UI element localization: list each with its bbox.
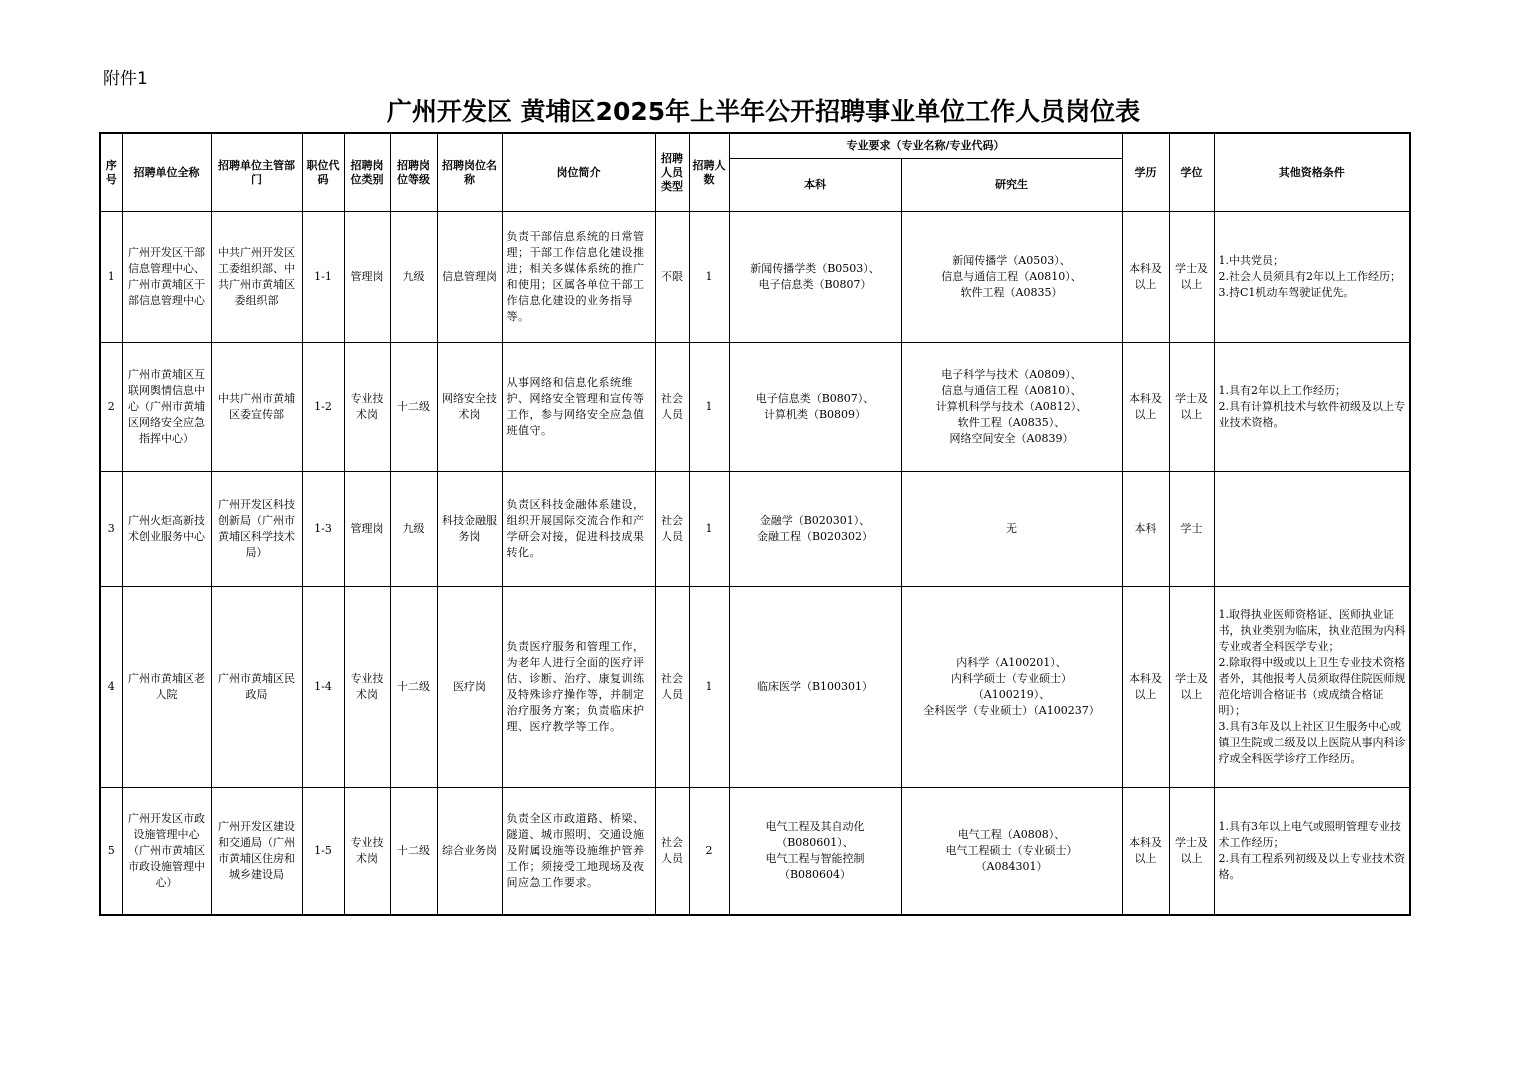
table-row [100,472,1410,587]
cell-seq: 5 [100,788,122,916]
cell-person-type: 社会人员 [655,472,689,587]
table-row [100,788,1410,916]
cell-grad [901,788,1122,916]
cell-level: 十二级 [390,343,437,472]
header-category: 招聘岗位类别 [344,133,390,212]
other-line: 3.持C1机动车驾驶证优先。 [1218,286,1355,299]
cell-category: 专业技术岗 [344,587,390,788]
positions-table [99,132,1411,916]
grad-line: 内科学（A100201）、 [956,656,1067,669]
cell-undergrad [729,587,901,788]
cell-dept: 广州开发区建设和交通局（广州市黄埔区住房和城乡建设局 [211,788,302,916]
header-other: 其他资格条件 [1214,133,1410,212]
grad-line: 电气工程（A0808）、 [957,828,1066,841]
cell-dept: 广州开发区科技创新局（广州市黄埔区科学技术局） [211,472,302,587]
other-line: 1.具有3年以上电气或照明管理专业技术工作经历； [1218,820,1401,849]
grad-line: 软件工程（A0835） [960,286,1063,299]
cell-other [1214,788,1410,916]
header-level: 招聘岗位等级 [390,133,437,212]
header-edu: 学历 [1122,133,1169,212]
cell-code: 1-2 [302,343,344,472]
cell-grad [901,472,1122,587]
undergrad-line: 金融工程（B020302） [756,530,874,543]
undergrad-line: 新闻传播学类（B0503）、 [750,262,880,275]
cell-count: 1 [689,212,729,343]
header-count: 招聘人数 [689,133,729,212]
cell-level: 九级 [390,212,437,343]
cell-dept: 中共广州市黄埔区委宣传部 [211,343,302,472]
cell-level: 十二级 [390,788,437,916]
undergrad-line: 电子信息类（B0807）、 [755,392,875,405]
header-brief: 岗位简介 [502,133,655,212]
cell-undergrad [729,343,901,472]
cell-brief: 负责医疗服务和管理工作，为老年人进行全面的医疗评估、诊断、治疗、康复训练及特殊诊疗操作等，并制定治疗服务方案；负责临床护理、医疗教学等工作。 [502,587,655,788]
grad-line: 网络空间安全（A0839） [949,432,1074,445]
cell-degree: 学士及以上 [1169,587,1214,788]
cell-category: 管理岗 [344,472,390,587]
header-dept: 招聘单位主管部门 [211,133,302,212]
grad-line: 计算机科学与技术（A0812）、 [935,400,1088,413]
grad-line: 内科学硕士（专业硕士） [951,672,1072,685]
cell-post: 信息管理岗 [437,212,502,343]
grad-line: （A100219）、 [972,688,1051,701]
header-undergrad: 本科 [729,159,901,212]
cell-code: 1-1 [302,212,344,343]
cell-unit: 广州市黄埔区老人院 [122,587,211,788]
header-post: 招聘岗位名称 [437,133,502,212]
cell-dept: 广州市黄埔区民政局 [211,587,302,788]
cell-count: 1 [689,587,729,788]
cell-brief: 负责全区市政道路、桥梁、隧道、城市照明、交通设施及附属设施等设施维护管养工作；须接受工地现场及夜间应急工作要求。 [502,788,655,916]
cell-other [1214,343,1410,472]
header-code: 职位代码 [302,133,344,212]
cell-count: 2 [689,788,729,916]
grad-line: 信息与通信工程（A0810）、 [941,384,1082,397]
header-unit: 招聘单位全称 [122,133,211,212]
cell-undergrad [729,212,901,343]
cell-seq: 4 [100,587,122,788]
cell-other [1214,212,1410,343]
page-title: 广州开发区 黄埔区2025年上半年公开招聘事业单位工作人员岗位表 [386,97,1141,126]
grad-line: 电气工程硕士（专业硕士） [945,844,1078,857]
undergrad-line: 金融学（B020301）、 [759,514,871,527]
cell-undergrad [729,788,901,916]
other-line: 1.具有2年以上工作经历； [1218,384,1346,397]
attachment-label: 附件1 [103,69,148,89]
cell-person-type: 社会人员 [655,788,689,916]
header-person-type: 招聘人员类型 [655,133,689,212]
header-row [100,133,1410,159]
grad-line: （A084301） [975,860,1048,873]
header-seq: 序号 [100,133,122,212]
cell-level: 九级 [390,472,437,587]
cell-edu: 本科及以上 [1122,343,1169,472]
cell-seq: 3 [100,472,122,587]
cell-degree: 学士及以上 [1169,212,1214,343]
other-line: 1.中共党员； [1218,254,1284,267]
header-degree: 学位 [1169,133,1214,212]
grad-line: 电子科学与技术（A0809）、 [941,368,1082,381]
cell-seq: 1 [100,212,122,343]
cell-person-type: 不限 [655,212,689,343]
cell-code: 1-5 [302,788,344,916]
cell-person-type: 社会人员 [655,343,689,472]
table-row [100,212,1410,343]
table-row [100,343,1410,472]
undergrad-line: 计算机类（B0809） [763,408,867,421]
cell-edu: 本科及以上 [1122,788,1169,916]
cell-unit: 广州火炬高新技术创业服务中心 [122,472,211,587]
cell-degree: 学士 [1169,472,1214,587]
cell-count: 1 [689,343,729,472]
other-line: 2.具有工程系列初级及以上专业技术资格。 [1218,852,1405,881]
undergrad-line: 电气工程及其自动化 [765,820,865,833]
grad-line: 信息与通信工程（A0810）、 [941,270,1082,283]
cell-level: 十二级 [390,587,437,788]
cell-unit: 广州开发区干部信息管理中心、广州市黄埔区干部信息管理中心 [122,212,211,343]
header-grad: 研究生 [901,159,1122,212]
other-line: 2.具有计算机技术与软件初级及以上专业技术资格。 [1218,400,1405,429]
cell-count: 1 [689,472,729,587]
other-line: 2.社会人员须具有2年以上工作经历； [1218,270,1401,283]
cell-edu: 本科及以上 [1122,587,1169,788]
cell-code: 1-3 [302,472,344,587]
cell-edu: 本科 [1122,472,1169,587]
undergrad-line: 临床医学（B100301） [756,680,874,693]
cell-seq: 2 [100,343,122,472]
cell-category: 专业技术岗 [344,788,390,916]
other-line: 1.取得执业医师资格证、医师执业证书，执业类别为临床，执业范围为内科专业或者全科医学专业； [1218,608,1406,653]
cell-unit: 广州市黄埔区互联网舆情信息中心（广州市黄埔区网络安全应急指挥中心） [122,343,211,472]
undergrad-line: 电子信息类（B0807） [758,278,872,291]
undergrad-line: 电气工程与智能控制 [765,852,865,865]
grad-line: 无 [1006,522,1017,535]
cell-other [1214,472,1410,587]
cell-category: 管理岗 [344,212,390,343]
cell-other [1214,587,1410,788]
header-major: 专业要求（专业名称/专业代码） [729,133,1122,159]
cell-degree: 学士及以上 [1169,788,1214,916]
grad-line: 软件工程（A0835）、 [957,416,1066,429]
cell-edu: 本科及以上 [1122,212,1169,343]
cell-grad [901,212,1122,343]
cell-unit: 广州开发区市政设施管理中心（广州市黄埔区市政设施管理中心） [122,788,211,916]
cell-post: 科技金融服务岗 [437,472,502,587]
undergrad-line: （B080604） [778,868,852,881]
grad-line: 全科医学（专业硕士）（A100237） [923,704,1100,717]
cell-brief: 负责干部信息系统的日常管理；干部工作信息化建设推进；相关多媒体系统的推广和使用；区属各单位干部工作信息化建设的业务指导等。 [502,212,655,343]
cell-person-type: 社会人员 [655,587,689,788]
cell-category: 专业技术岗 [344,343,390,472]
cell-dept: 中共广州开发区工委组织部、中共广州市黄埔区委组织部 [211,212,302,343]
cell-undergrad [729,472,901,587]
cell-brief: 从事网络和信息化系统维护、网络安全管理和宣传等工作，参与网络安全应急值班值守。 [502,343,655,472]
cell-degree: 学士及以上 [1169,343,1214,472]
cell-post: 医疗岗 [437,587,502,788]
cell-brief: 负责区科技金融体系建设，组织开展国际交流合作和产学研会对接，促进科技成果转化。 [502,472,655,587]
grad-line: 新闻传播学（A0503）、 [952,254,1071,267]
cell-post: 网络安全技术岗 [437,343,502,472]
cell-grad [901,343,1122,472]
other-line: 2.除取得中级或以上卫生专业技术资格者外，其他报考人员须取得住院医师规范化培训合格证书（或成绩合格证明）； [1218,656,1406,717]
undergrad-line: （B080601）、 [776,836,854,849]
cell-code: 1-4 [302,587,344,788]
table-row [100,587,1410,788]
other-line: 3.具有3年及以上社区卫生服务中心或镇卫生院或二级及以上医院从事内科诊疗或全科医学诊疗工作经历。 [1218,720,1406,765]
cell-grad [901,587,1122,788]
cell-post: 综合业务岗 [437,788,502,916]
